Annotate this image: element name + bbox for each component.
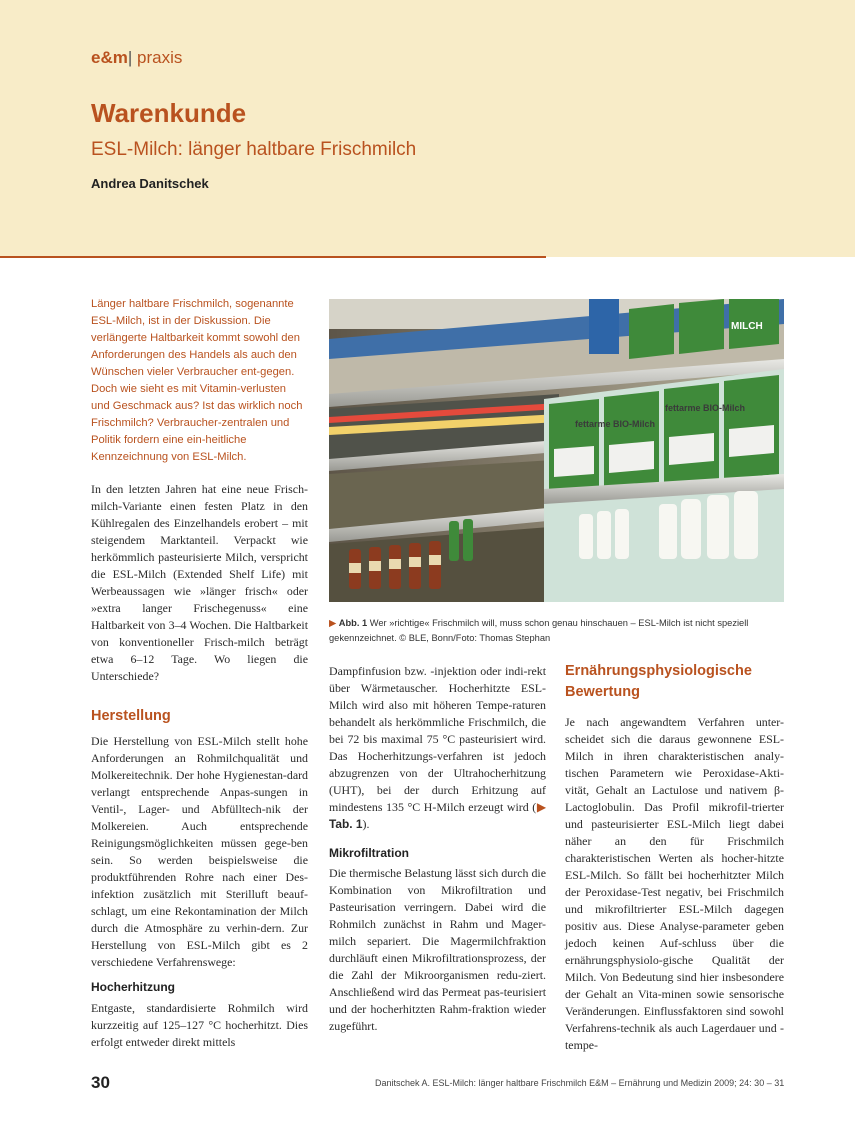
- hocherhitzung-continued-end: ).: [362, 817, 370, 831]
- figure-caption: [329, 616, 784, 646]
- ernaehrung-paragraph: Je nach angewandtem Verfahren unter-scheidet sich die daraus gewonnene ESL-Milch in ihren charakteristischen analy-tischen Parametern wie Peroxidase-Akti-vität, Gehalt an Lactulose und nativem β-Lactoglobulin. Das Profil mikrofil-trierter und pasteurisierter ESL-Milch liegt dabei näher an den für Frischmilch charakteristischen Werten als hocher-hitzte ESL-Milch. So fällt bei hocherhitzter Milch der Peroxidase-Test negativ, bei Frischmilch und mikrofiltrierter ESL-Milch dagegen positiv aus. Diese Analyse-parameter geben jedoch keinen Auf-schluss über die ernährungsphysiolo-gische Qualität der Milch. Von Bedeutung sind hier insbesondere der Gehalt an Vita-minen sowie sensorische Veränderungen. Einflussfaktoren sind sowohl Verfahrens-technik als auch Lagerdauer und -tempe-: [565, 715, 784, 1052]
- heading-ernaehrungsphysiologische-bewertung: Ernährungsphysiologische Bewertung: [565, 663, 752, 700]
- figure-photo-milk-shelf: [329, 299, 784, 602]
- package-label: fettarme BIO-Milch: [575, 419, 656, 429]
- journal-brand: e&m: [91, 48, 128, 67]
- hocherhitzung-paragraph: Entgaste, standardisierte Rohmilch wird kurzzeitig auf 125–127 °C hocherhitzt. Dies erfolgt entweder direkt mittels: [91, 1001, 308, 1049]
- header-divider: [0, 256, 546, 258]
- heading-mikrofiltration: Mikrofiltration: [329, 846, 409, 860]
- caption-text: Wer »richtige« Frischmilch will, muss schon genau hinschauen – ESL-Milch ist nicht speziell gekennzeichnet. © BLE, Bonn/Foto: Thomas Stephan: [329, 618, 749, 643]
- figure-label: Abb. 1: [338, 618, 368, 628]
- caption-marker: ▶: [329, 618, 337, 628]
- section-name: praxis: [137, 48, 183, 67]
- heading-herstellung: Herstellung: [91, 708, 171, 724]
- package-label: MILCH: [731, 321, 763, 332]
- page-number: 30: [91, 1073, 110, 1092]
- hocherhitzung-continued-paragraph: [329, 663, 546, 833]
- lead-paragraph: Länger haltbare Frischmilch, sogenannte ESL-Milch, ist in der Diskussion. Die verlängerte Haltbarkeit kommt sowohl den Anforderungen des Handels als auch den Wünschen vieler Verbraucher ent-gegen. Doch wie sieht es mit Vitamin-verlusten und Geschmack aus? Ist das wirklich noch Frischmilch? Verbraucher-zentralen und Politik fordern eine ein-heitliche Kennzeichnung von ESL-Milch.: [91, 298, 303, 463]
- herstellung-paragraph: Die Herstellung von ESL-Milch stellt hohe Anforderungen an Rohmilchqualität und Molkereitechnik. Der hohe Hygienestan-dard verlangt entsprechende Anpas-sungen in Ventil-, Lager- und Abfülltech-nik der Molkereien. Auch entsprechende Reinigungsmöglichkeiten müssen gege-ben sein. So werden beispielsweise die produktführenden Rohre nach einer Des-infektion zusätzlich mit Sterilluft beauf-schlagt, um eine Rekontamination der Milch durch die Atmosphäre zu verhin-dern. Zur Herstellung von ESL-Milch gibt es 2 verschiedene Verfahrenswege:: [91, 734, 308, 969]
- heading-hocherhitzung: Hocherhitzung: [91, 980, 175, 994]
- author-name: Andrea Danitschek: [91, 176, 209, 191]
- article-subtitle: ESL-Milch: länger haltbare Frischmilch: [91, 139, 417, 160]
- hocherhitzung-continued-text: Dampfinfusion bzw. -injektion oder indi-rekt über Wärmetauscher. Hocherhitzte ESL-Milch wird also mit höheren Tempe-raturen behandelt als herkömmliche Frischmilch, die bei 72 bis maximal 75 °C pasteurisiert wird. Das Hocherhitzungs-verfahren ist jedoch abzugrenzen von der Ultrahocherhitzung (UHT), bei der durch Erhitzung auf mindestens 135 °C H-Milch erzeugt wird (: [329, 664, 546, 814]
- mikrofiltration-paragraph: Die thermische Belastung lässt sich durch die Kombination von Mikrofiltration und Pasteurisation verringern. Dabei wird die Rohmilch zunächst in Rahm und Mager-milch separiert. Die Magermilchfraktion durchläuft einen Mikrofiltrationsprozess, der die Zahl der Mikroorganismen redu-ziert. Anschließend wird das Permeat pas-teurisiert und der hocherhitzten Rahm-fraktion wieder zugeführt.: [329, 866, 546, 1033]
- footer-citation: Danitschek A. ESL-Milch: länger haltbare Frischmilch E&M – Ernährung und Medizin 2009; 24: 30 – 31: [375, 1078, 785, 1088]
- section-label: [91, 48, 182, 68]
- intro-paragraph: In den letzten Jahren hat eine neue Frisch-milch-Variante einen festen Platz in den Kühlregalen des Einzelhandels erobert – mit steigendem Marktanteil. Verpackt wie herkömmlich pasteurisierte Milch, verspricht die ESL-Milch (Extended Shelf Life) mit Werbeaussagen wie »länger frisch« oder »extra langer Frischegenuss« eine Haltbarkeit von 3–4 Wochen. Die Haltbarkeit von konventioneller Frisch-milch beträgt etwa 6–12 Tage. Wo liegen die Unterschiede?: [91, 482, 308, 683]
- article-title: Warenkunde: [91, 98, 247, 128]
- table-ref-marker: ▶: [536, 800, 546, 814]
- section-separator: |: [127, 48, 133, 67]
- package-label: fettarme BIO-Milch: [665, 403, 746, 413]
- table-ref-label: Tab. 1: [329, 817, 363, 831]
